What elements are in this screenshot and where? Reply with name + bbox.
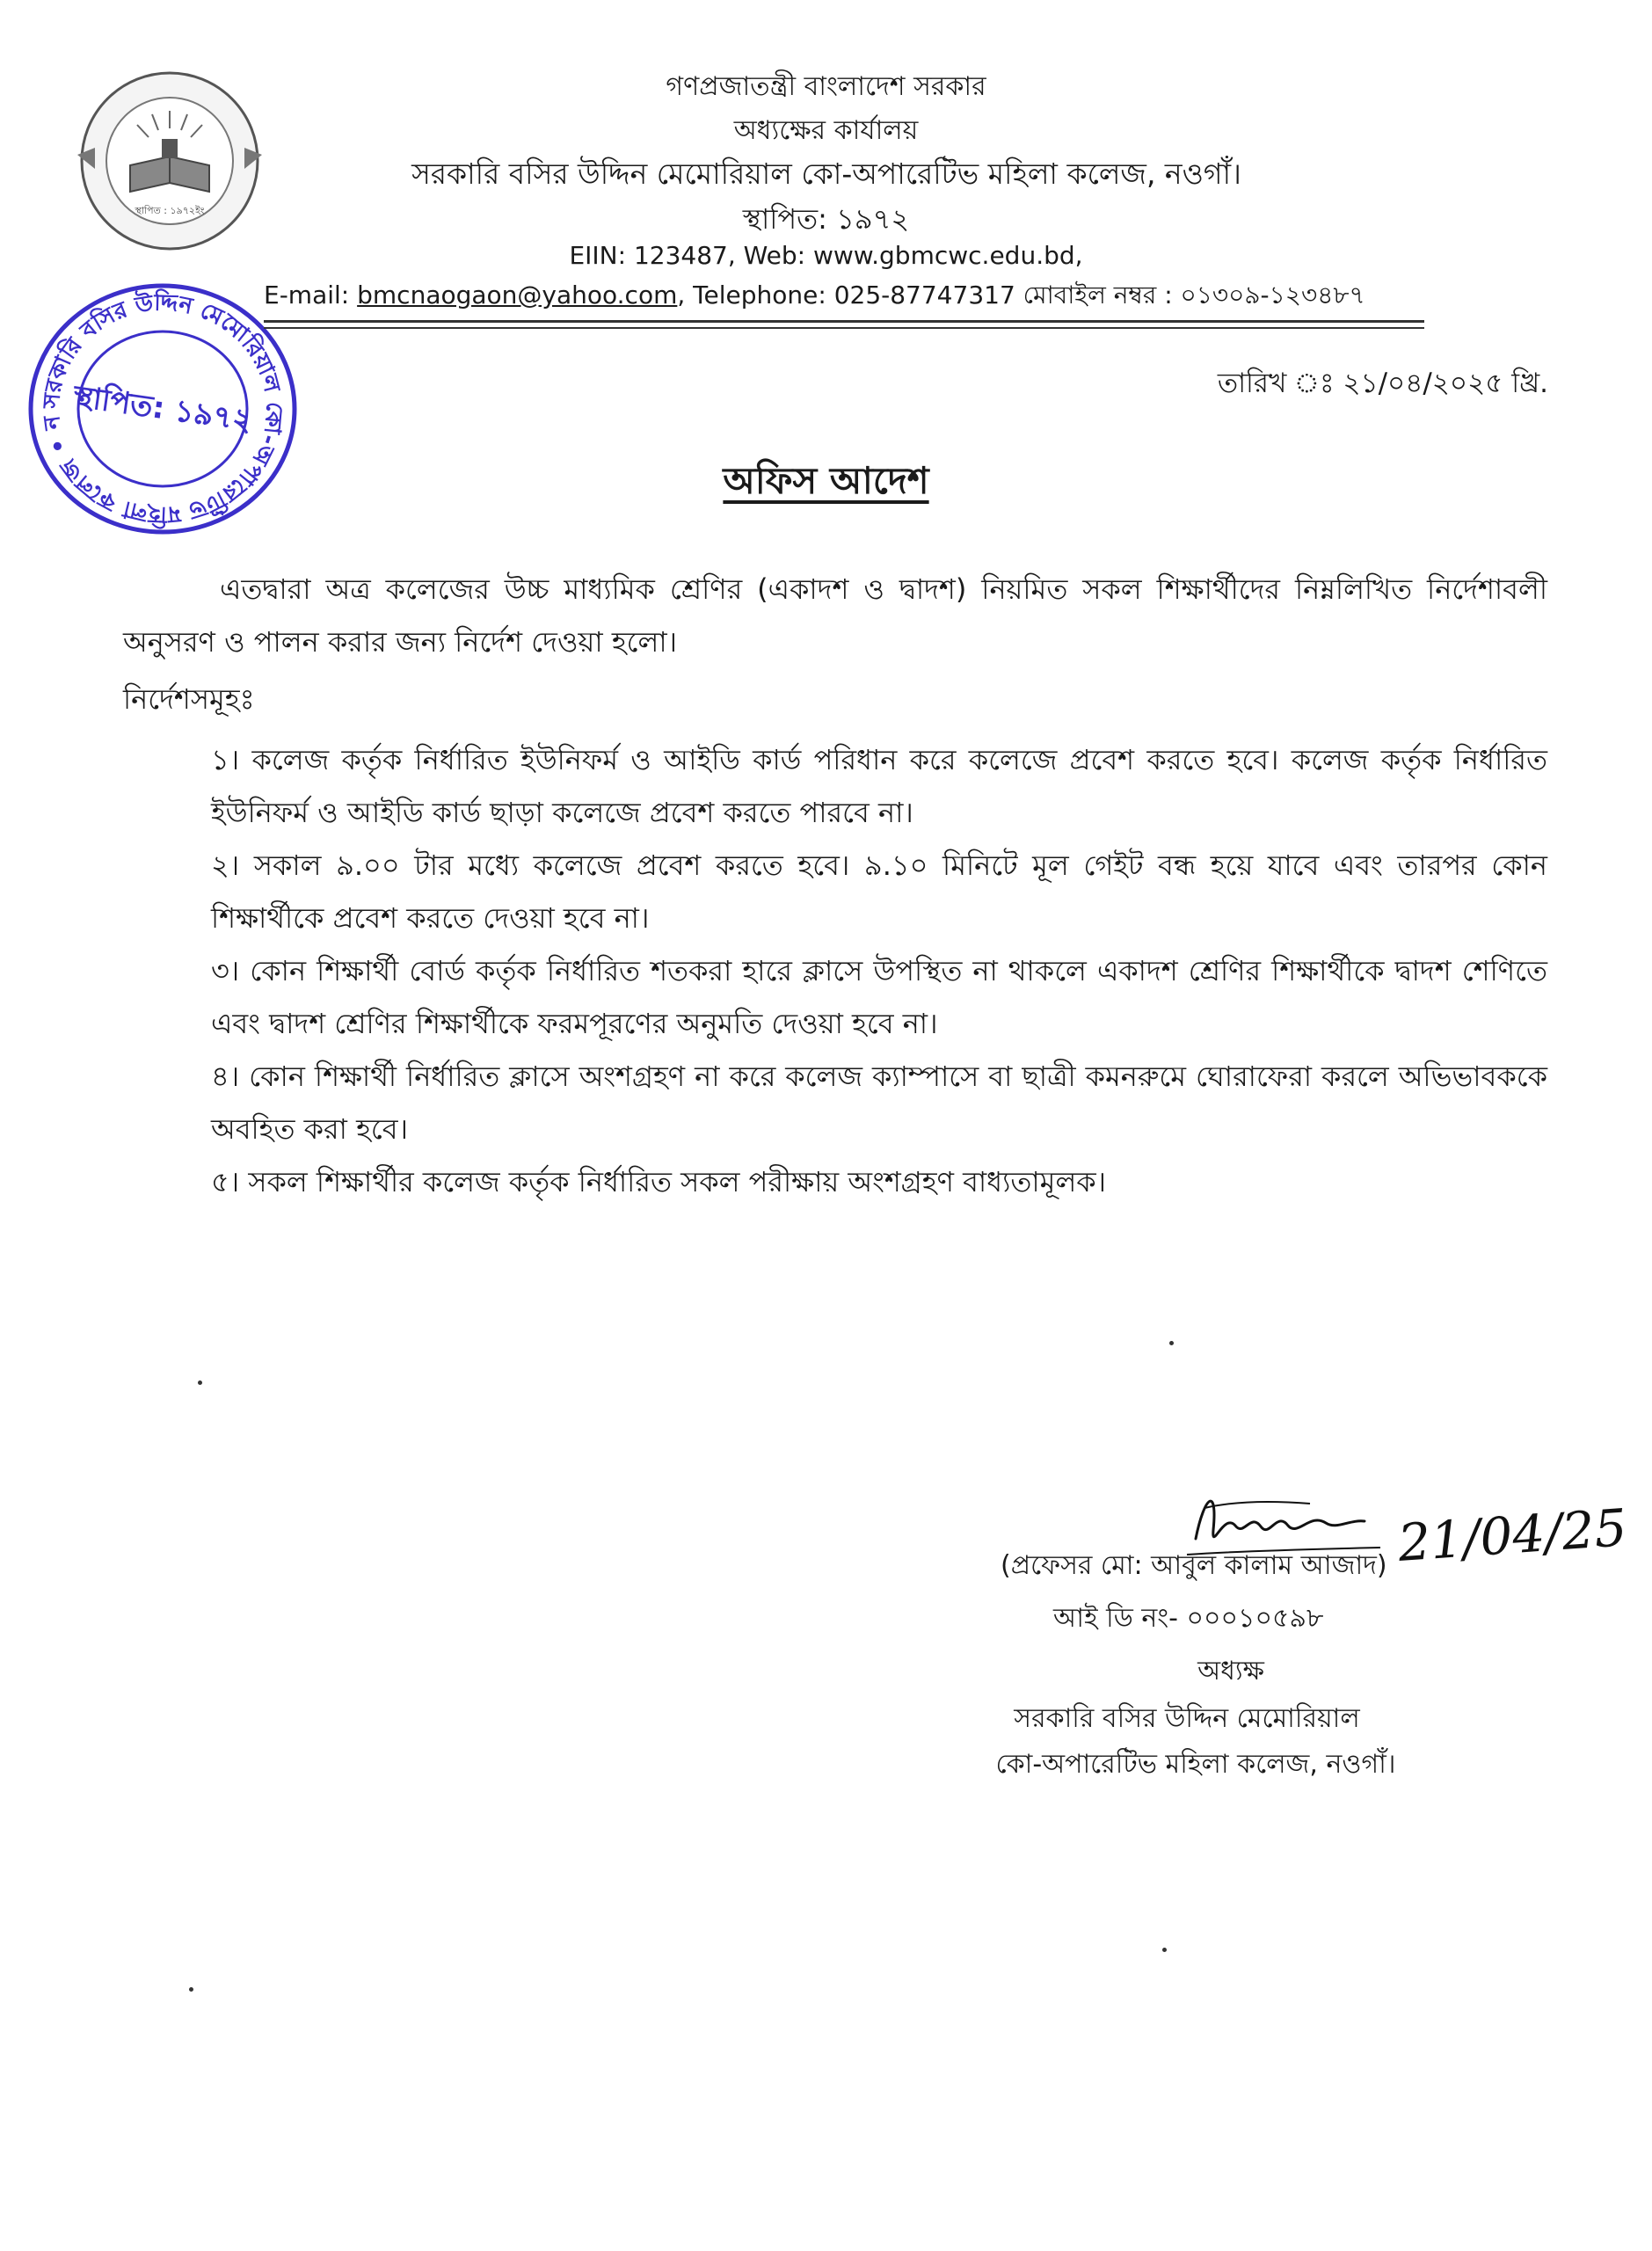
signatory-title: অধ্যক্ষ (1197, 1656, 1264, 1686)
seal-ring-text: সরকারি বসির উদ্দিন মেমোরিয়াল কো-অপারেটিভ মহিলা কলেজ • ন (38, 289, 288, 528)
instruction-item: ৩। কোন শিক্ষার্থী বোর্ড কর্তৃক নির্ধারিত শতকরা হারে ক্লাসে উপস্থিত না থাকলে একাদশ শ্রেণির শিক্ষার্থীকে দ্বাদশ শেণিতে এবং দ্বাদশ শ্রেণির শিক্ষার্থীকে ফরমপূরণের অনুমতি দেওয়া হবে না। (211, 954, 1547, 1040)
instructions-list (211, 733, 1547, 1208)
document-title-text: অফিস আদেশ (723, 459, 929, 502)
government-line: গণপ্রজাতন্ত্রী বাংলাদেশ সরকার (666, 71, 986, 102)
order-date: তারিখ ঃ ২১/০৪/২০২৫ খ্রি. (1217, 368, 1548, 399)
handwritten-date: 21/04/25 (1395, 1497, 1629, 1574)
instruction-item: ২। সকাল ৯.০০ টার মধ্যে কলেজে প্রবেশ করতে হবে। ৯.১০ মিনিটে মূল গেইট বন্ধ হয়ে যাবে এবং তারপর কোন শিক্ষার্থীকে প্রবেশ করতে দেওয়া হবে না। (211, 849, 1547, 935)
email-link[interactable]: bmcnaogaon@yahoo.com (357, 280, 678, 310)
instruction-item: ৪। কোন শিক্ষার্থী নির্ধারিত ক্লাসে অংশগ্রহণ না করে কলেজ ক্যাম্পাসে বা ছাত্রী কমনরুমে ঘোরাফেরা করলে অভিভাবককে অবহিত করা হবে। (211, 1060, 1547, 1146)
document-title (0, 452, 1652, 514)
signatory-name: (প্রফেসর মো: আবুল কালাম আজাদ) (1001, 1550, 1387, 1581)
logo-caption: স্থাপিত : ১৯৭২ইং (135, 205, 205, 216)
signatory-id: আই ডি নং- ০০০১০৫৯৮ (1053, 1603, 1324, 1634)
intro-paragraph: এতদ্বারা অত্র কলেজের উচ্চ মাধ্যমিক শ্রেণির (একাদশ ও দ্বাদশ) নিয়মিত সকল শিক্ষার্থীদের নিম্নলিখিত নির্দেশাবলী অনুসরণ ও পালন করার জন্য নির্দেশ দেওয়া হলো। (123, 572, 1547, 659)
signatory-institution-line1: সরকারি বসির উদ্দিন মেমোরিয়াল (1014, 1703, 1360, 1734)
header-rule-bottom (264, 327, 1424, 329)
signatory-institution-line2: কো-অপারেটিভ মহিলা কলেজ, নওগাঁ। (995, 1749, 1396, 1780)
instructions-heading: নির্দেশসমূহঃ (123, 682, 255, 716)
college-name (211, 151, 1442, 200)
scan-speck (1162, 1948, 1167, 1952)
instruction-item: ৫। সকল শিক্ষার্থীর কলেজ কর্তৃক নির্ধারিত সকল পরীক্ষায় অংশগ্রহণ বাধ্যতামূলক। (211, 1165, 1107, 1198)
instruction-item: ১। কলেজ কর্তৃক নির্ধারিত ইউনিফর্ম ও আইডি কার্ড পরিধান করে কলেজে প্রবেশ করতে হবে। কলেজ কর্তৃক নির্ধারিত ইউনিফর্ম ও আইডি কার্ড ছাড়া কলেজে প্রবেশ করতে পারবে না। (211, 743, 1547, 829)
contact-line (264, 276, 1365, 317)
telephone-mobile: , Telephone: 025-87747317 মোবাইল নম্বর : ০১৩০৯-১২৩৪৮৭ (677, 280, 1365, 310)
email-label: E-mail: (264, 280, 358, 310)
scan-speck (198, 1380, 202, 1385)
header-rule-top (264, 320, 1424, 323)
seal-center-text: স্থাপিত: ১৯৭২ (70, 378, 255, 440)
scan-speck (189, 1987, 193, 1992)
established-line: স্থাপিত: ১৯৭২ (742, 202, 910, 236)
office-line: অধ্যক্ষের কার্যালয় (733, 115, 919, 146)
scan-speck (1169, 1341, 1174, 1345)
college-name-text: সরকারি বসির উদ্দিন মেমোরিয়াল কো-অপারেটিভ মহিলা কলেজ, নওগাঁ। (411, 157, 1241, 191)
eiin-web-line: EIIN: 123487, Web: www.gbmcwc.edu.bd, (569, 241, 1083, 270)
